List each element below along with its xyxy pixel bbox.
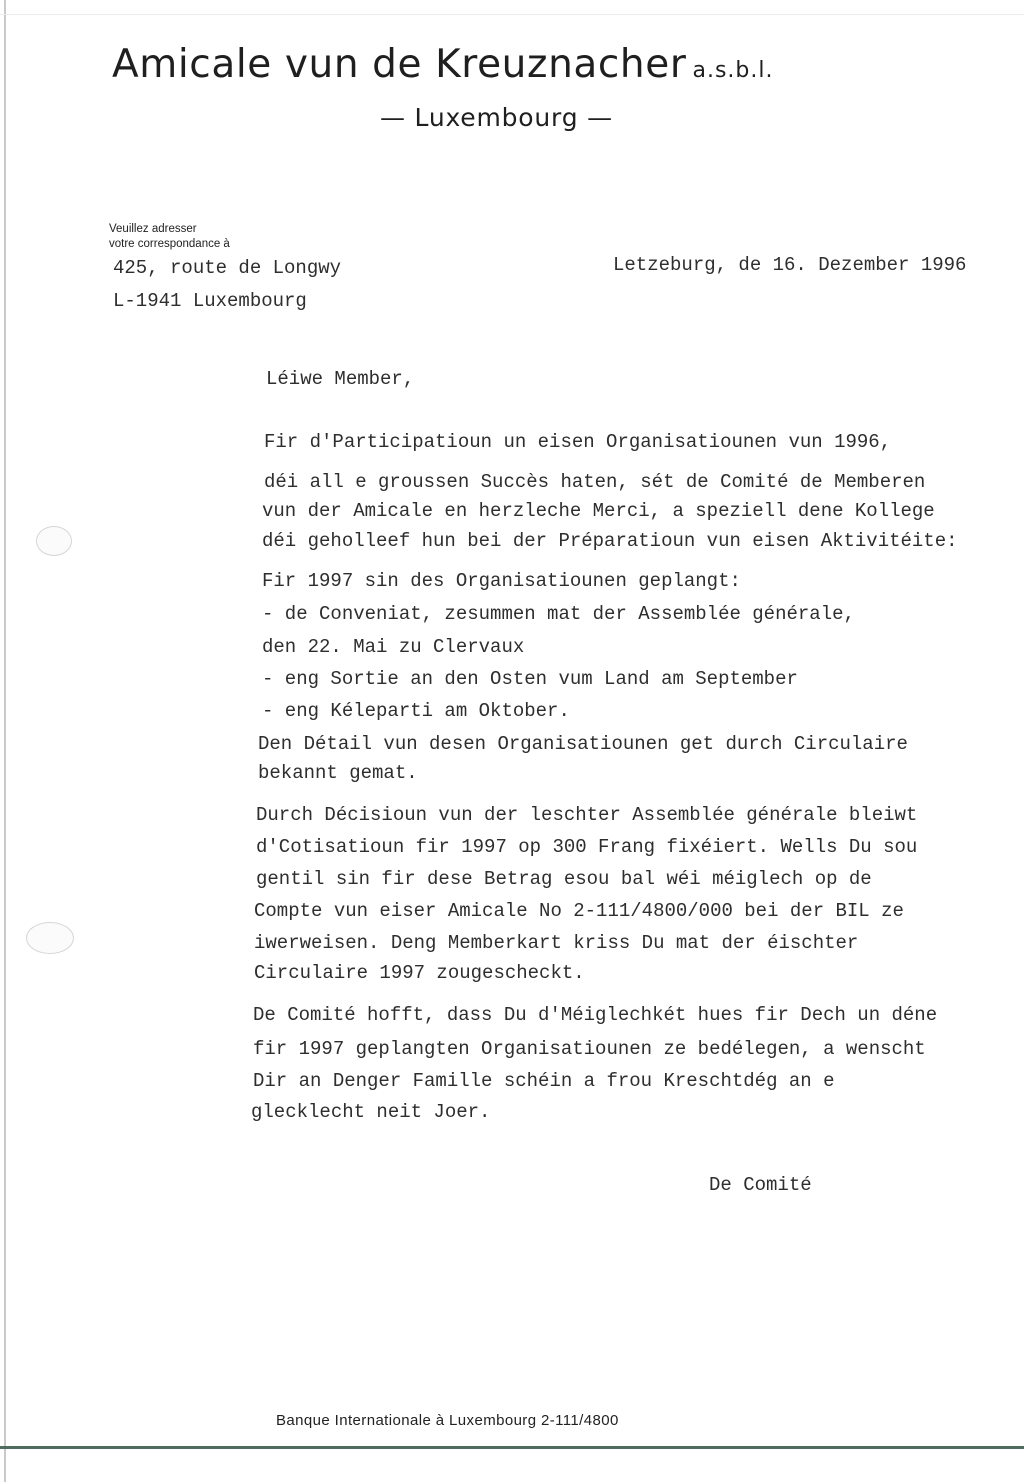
organization-name: Amicale vun de Kreuznacher xyxy=(112,42,687,87)
punch-hole xyxy=(26,922,74,954)
footer-bank-details: Banque Internationale à Luxembourg 2-111/4800 xyxy=(276,1412,619,1429)
body-line: Fir 1997 sin des Organisatiounen geplangt: xyxy=(262,570,741,592)
body-line: Circulaire 1997 zougescheckt. xyxy=(254,962,585,984)
signature: De Comité xyxy=(709,1174,812,1196)
body-line: Durch Décisioun vun der leschter Assemblée générale bleiwt xyxy=(256,804,918,826)
body-line: Fir d'Participatioun un eisen Organisatiounen vun 1996, xyxy=(264,431,892,453)
footer-rule xyxy=(0,1446,1024,1449)
body-line: Dir an Denger Famille schéin a frou Kreschtdég an e xyxy=(253,1070,835,1092)
body-line: - de Conveniat, zesummen mat der Assemblée générale, xyxy=(262,603,855,625)
correspondence-note xyxy=(109,222,230,252)
body-line: De Comité hofft, dass Du d'Méiglechkét hues fir Dech un déne xyxy=(253,1004,938,1026)
salutation: Léiwe Member, xyxy=(266,368,415,390)
body-line: d'Cotisatioun fir 1997 op 300 Frang fixéiert. Wells Du sou xyxy=(256,836,918,858)
body-line: vun der Amicale en herzleche Merci, a speziell dene Kollege xyxy=(262,500,935,522)
body-line: fir 1997 geplangten Organisatiounen ze bedélegen, a wenscht xyxy=(253,1038,926,1060)
correspondence-note-line: Veuillez adresser xyxy=(109,223,197,235)
letterhead-title xyxy=(112,42,1012,87)
body-line: Compte vun eiser Amicale No 2-111/4800/000 bei der BIL ze xyxy=(254,900,904,922)
body-line: iwerweisen. Deng Memberkart kriss Du mat der éischter xyxy=(254,932,859,954)
body-line: den 22. Mai zu Clervaux xyxy=(262,636,525,658)
organization-suffix: a.s.b.l. xyxy=(692,58,774,83)
page-edge-top xyxy=(0,14,1024,15)
correspondence-note-line: votre correspondance à xyxy=(109,238,230,250)
body-line: déi all e groussen Succès haten, sét de Comité de Memberen xyxy=(264,471,926,493)
punch-hole xyxy=(36,526,72,556)
sender-address-line: 425, route de Longwy xyxy=(113,257,342,279)
body-line: gentil sin fir dese Betrag esou bal wéi méiglech op de xyxy=(256,868,872,890)
body-line: Den Détail vun desen Organisatiounen get durch Circulaire xyxy=(258,733,908,755)
body-line: glecklecht neit Joer. xyxy=(251,1101,491,1123)
letterhead-city: — Luxembourg — xyxy=(380,103,613,132)
page-edge xyxy=(4,0,6,1482)
body-line: bekannt gemat. xyxy=(258,762,418,784)
body-line: - eng Sortie an den Osten vum Land am September xyxy=(262,668,798,690)
sender-address-line: L-1941 Luxembourg xyxy=(113,290,307,312)
body-line: - eng Kéleparti am Oktober. xyxy=(262,700,570,722)
letter-date: Letzeburg, de 16. Dezember 1996 xyxy=(613,254,967,276)
body-line: déi geholleef hun bei der Préparatioun vun eisen Aktivitéite: xyxy=(262,530,958,552)
